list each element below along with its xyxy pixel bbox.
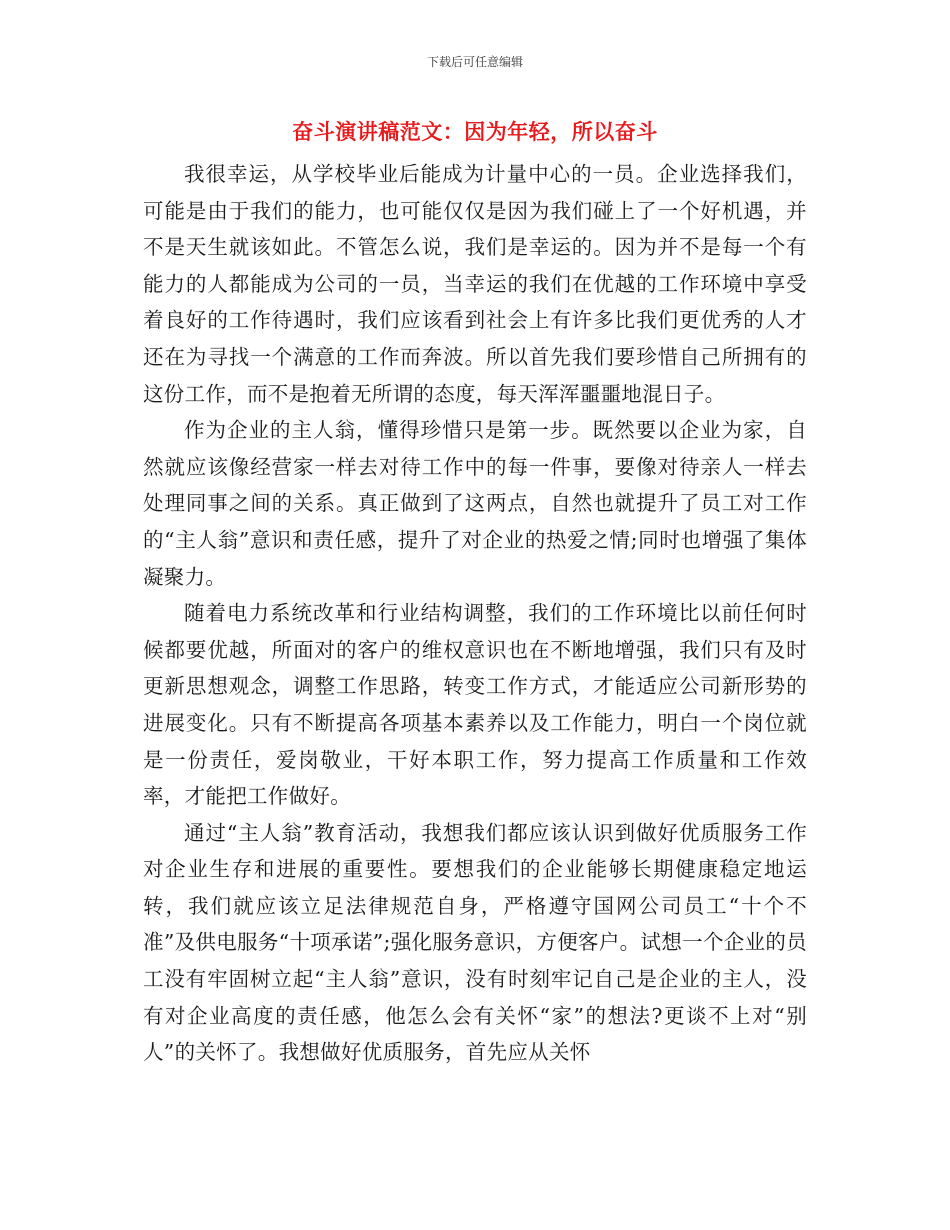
paragraph-2: 作为企业的主人翁，懂得珍惜只是第一步。既然要以企业为家，自然就应该像经营家一样去对待工作中的每一件事，要像对待亲人一样去处理同事之间的关系。真正做到了这两点，自然也就提升了员工对工作的“主人翁”意识和责任感，提升了对企业的热爱之情;同时也增强了集体凝聚力。: [143, 418, 807, 589]
header-note: 下载后可任意编辑: [426, 55, 523, 69]
paragraph-4: 通过“主人翁”教育活动，我想我们都应该认识到做好优质服务工作对企业生存和进展的重要性。要想我们的企业能够长期健康稳定地运转，我们就应该立足法律规范自身，严格遵守国网公司员工“十个不准”及供电服务“十项承诺”;强化服务意识，方便客户。试想一个企业的员工没有牢固树立起“主人翁”意识，没有时刻牢记自己是企业的主人，没有对企业高度的责任感，他怎么会有关怀“家”的想法?更谈不上对“别人”的关怀了。我想做好优质服务，首先应从关怀: [143, 820, 807, 1065]
paragraph-1: 我很幸运，从学校毕业后能成为计量中心的一员。企业选择我们，可能是由于我们的能力，也可能仅仅是因为我们碰上了一个好机遇，并不是天生就该如此。不管怎么说，我们是幸运的。因为并不是每一个有能力的人都能成为公司的一员，当幸运的我们在优越的工作环境中享受着良好的工作待遇时，我们应该看到社会上有许多比我们更优秀的人才还在为寻找一个满意的工作而奔波。所以首先我们要珍惜自己所拥有的这份工作，而不是抱着无所谓的态度，每天浑浑噩噩地混日子。: [143, 162, 807, 406]
document-body: [143, 156, 807, 1071]
paragraph-3: 随着电力系统改革和行业结构调整，我们的工作环境比以前任何时候都要优越，所面对的客户的维权意识也在不断地增强，我们只有及时更新思想观念，调整工作思路，转变工作方式，才能适应公司新形势的进展变化。只有不断提高各项基本素养以及工作能力，明白一个岗位就是一份责任，爱岗敬业，干好本职工作，努力提高工作质量和工作效率，才能把工作做好。: [143, 601, 807, 809]
document-title: 奋斗演讲稿范文：因为年轻，所以奋斗: [292, 119, 658, 144]
